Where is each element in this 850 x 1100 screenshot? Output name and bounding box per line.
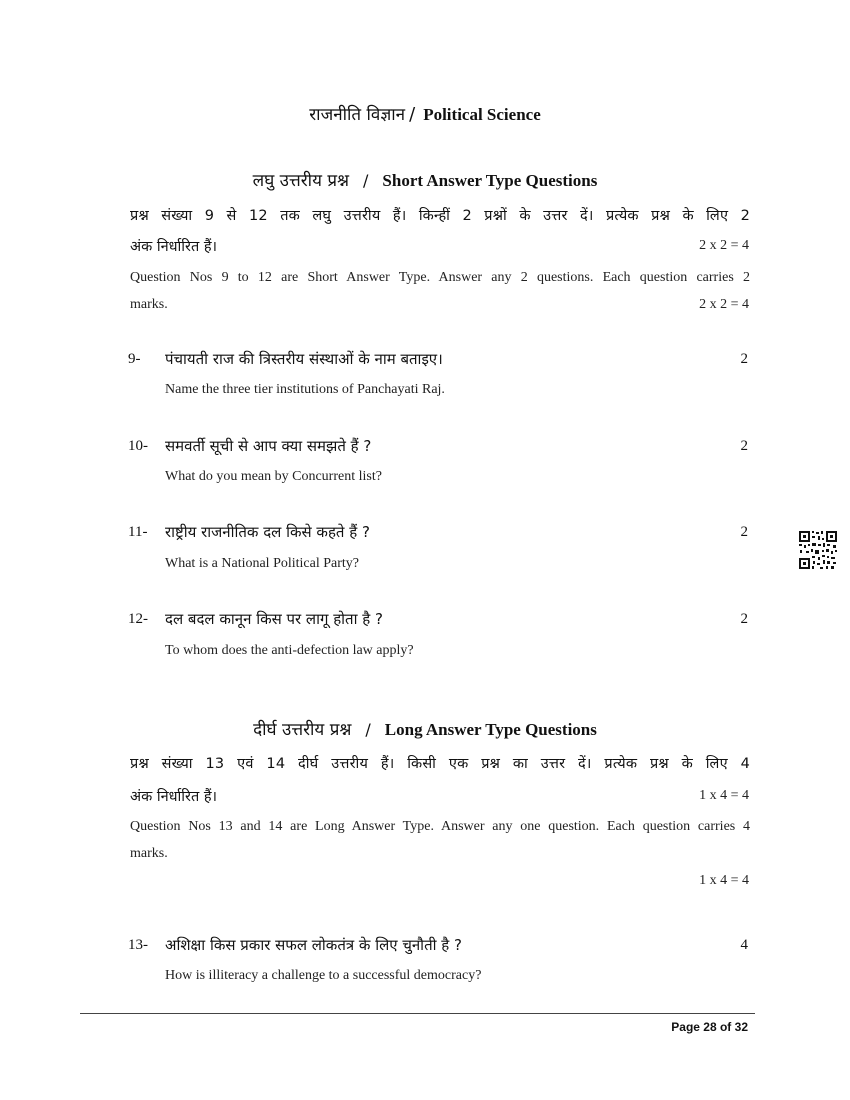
page-number: Page 28 of 32 [671,1020,748,1034]
short-heading-english: Short Answer Type Questions [382,171,598,190]
short-marks-hindi: 2 x 2 = 4 [699,238,749,253]
question-number: 13- [128,937,148,953]
title-english: Political Science [423,105,541,124]
long-marks-hindi: 1 x 4 = 4 [699,788,749,803]
long-instructions-hindi-line2: अंक निर्धारित हैं। [130,789,218,805]
footer-divider [80,1013,755,1014]
short-instructions-english-line2: marks. [130,297,168,312]
long-heading-english: Long Answer Type Questions [384,720,597,739]
short-marks-english: 2 x 2 = 4 [699,297,749,312]
question-text-hindi: समवर्ती सूची से आप क्या समझते हैं ? [165,437,372,455]
long-instructions-english-line1: Question Nos 13 and 14 are Long Answer Type. Answer any one question. Each question carries 4 [130,819,750,834]
question-number: 11- [128,524,148,540]
question-text-english: Name the three tier institutions of Panchayati Raj. [165,382,445,397]
short-instructions-hindi-line2: अंक निर्धारित हैं। [130,239,218,255]
page-title [0,102,850,125]
question-marks: 2 [740,438,748,454]
short-heading-hindi: लघु उत्तरीय प्रश्न [252,171,350,191]
long-marks-english: 1 x 4 = 4 [699,873,749,888]
question-text-english: What do you mean by Concurrent list? [165,469,382,484]
question-text-hindi: पंचायती राज की त्रिस्तरीय संस्थाओं के नाम बताइए। [165,350,443,368]
question-marks: 2 [740,351,748,367]
short-instructions-hindi-line1: प्रश्न संख्या 9 से 12 तक लघु उत्तरीय हैं। किन्हीं 2 प्रश्नों के उत्तर दें। प्रत्येक प्रश्न के लिए 2 [130,208,750,224]
question-text-english: What is a National Political Party? [165,556,360,571]
question-text-english: To whom does the anti-defection law apply? [165,643,414,658]
question-marks: 2 [740,524,748,540]
long-instructions-hindi-line1: प्रश्न संख्या 13 एवं 14 दीर्घ उत्तरीय हैं। किसी एक प्रश्न का उत्तर दें। प्रत्येक प्रश्न के लिए 4 [130,756,750,772]
question-number: 10- [128,438,148,454]
question-marks: 4 [740,937,748,953]
short-instructions-english-line1: Question Nos 9 to 12 are Short Answer Type. Answer any 2 questions. Each question carries 2 [130,270,750,285]
question-text-hindi: दल बदल कानून किस पर लागू होता है ? [165,610,383,628]
long-heading-separator: / [365,720,371,739]
short-section-heading [0,168,850,191]
question-text-hindi: अशिक्षा किस प्रकार सफल लोकतंत्र के लिए चुनौती है ? [165,936,462,954]
short-heading-separator: / [363,171,369,190]
long-section-heading [0,717,850,740]
title-separator: / [409,104,416,125]
title-hindi: राजनीति विज्ञान [309,105,406,125]
question-number: 12- [128,611,148,627]
question-text-hindi: राष्ट्रीय राजनीतिक दल किसे कहते हैं ? [165,523,370,541]
question-number: 9- [128,351,141,367]
question-marks: 2 [740,611,748,627]
qr-code-icon [798,530,838,570]
long-heading-hindi: दीर्घ उत्तरीय प्रश्न [253,720,352,740]
question-text-english: How is illiteracy a challenge to a successful democracy? [165,968,482,983]
long-instructions-english-line2: marks. [130,846,168,861]
